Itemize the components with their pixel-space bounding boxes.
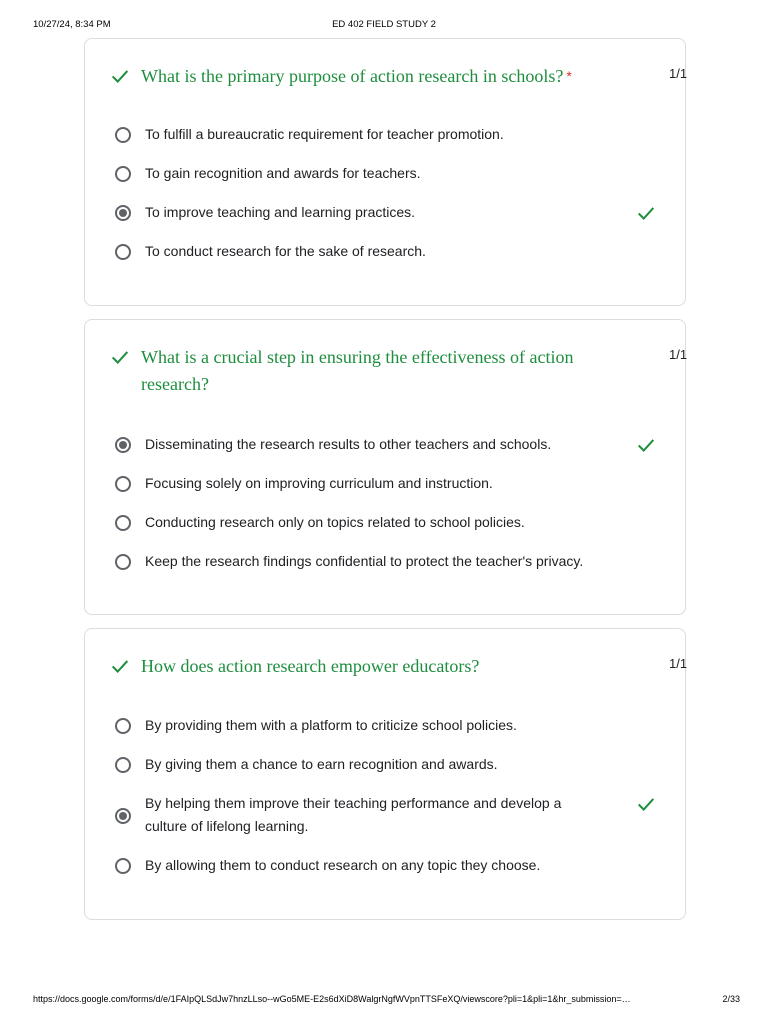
question-title: What is a crucial step in ensuring the effectiveness of action research? xyxy=(141,347,574,394)
radio-button-selected[interactable] xyxy=(115,437,131,453)
radio-button[interactable] xyxy=(115,515,131,531)
question-score: 1/1 xyxy=(669,66,688,81)
radio-button[interactable] xyxy=(115,554,131,570)
option-label: Disseminating the research results to other teachers and schools. xyxy=(145,436,552,452)
print-header xyxy=(0,19,768,33)
option-label: By giving them a chance to earn recognition and awards. xyxy=(145,756,498,772)
question-card xyxy=(84,628,686,920)
radio-button[interactable] xyxy=(115,858,131,874)
option-label: By providing them with a platform to criticize school policies. xyxy=(145,717,517,733)
radio-button[interactable] xyxy=(115,127,131,143)
correct-check-icon xyxy=(109,346,131,368)
print-url: https://docs.google.com/forms/d/e/1FAIpQLSdJw7hnzLLso--wGo5ME-E2s6dXiD8WalgrNgfWVpnTTSFeXQ/viewscore?pli=1&pli=1&hr_submission=… xyxy=(33,994,631,1004)
correct-check-icon xyxy=(109,655,131,677)
option-label: Conducting research only on topics related to school policies. xyxy=(145,514,525,530)
question-title: What is the primary purpose of action research in schools? * xyxy=(141,66,572,86)
option-label: To improve teaching and learning practices. xyxy=(145,204,416,220)
question-score: 1/1 xyxy=(669,656,688,671)
question-score: 1/1 xyxy=(669,347,688,362)
radio-button-selected[interactable] xyxy=(115,808,131,824)
option-label: To gain recognition and awards for teachers. xyxy=(145,165,421,181)
option-label: Focusing solely on improving curriculum and instruction. xyxy=(145,475,493,491)
question-title: How does action research empower educators? xyxy=(141,656,480,676)
radio-button[interactable] xyxy=(115,757,131,773)
radio-button[interactable] xyxy=(115,166,131,182)
option-label: To conduct research for the sake of research. xyxy=(145,243,426,259)
radio-button[interactable] xyxy=(115,718,131,734)
print-document-title: ED 402 FIELD STUDY 2 xyxy=(332,19,436,30)
radio-button-selected[interactable] xyxy=(115,205,131,221)
correct-answer-check-icon xyxy=(635,202,657,224)
question-card xyxy=(84,38,686,306)
correct-check-icon xyxy=(109,65,131,87)
required-asterisk: * xyxy=(566,68,572,84)
radio-button[interactable] xyxy=(115,244,131,260)
print-timestamp: 10/27/24, 8:34 PM xyxy=(33,19,111,30)
radio-button[interactable] xyxy=(115,476,131,492)
option-label: To fulfill a bureaucratic requirement for teacher promotion. xyxy=(145,126,504,142)
option-label: Keep the research findings confidential to protect the teacher's privacy. xyxy=(145,553,584,569)
question-card xyxy=(84,319,686,615)
option-label: By helping them improve their teaching performance and develop a culture of lifelong learning. xyxy=(145,795,562,834)
option-label: By allowing them to conduct research on any topic they choose. xyxy=(145,857,541,873)
page-number: 2/33 xyxy=(722,994,740,1004)
correct-answer-check-icon xyxy=(635,434,657,456)
correct-answer-check-icon xyxy=(635,793,657,815)
print-footer xyxy=(0,994,768,1008)
